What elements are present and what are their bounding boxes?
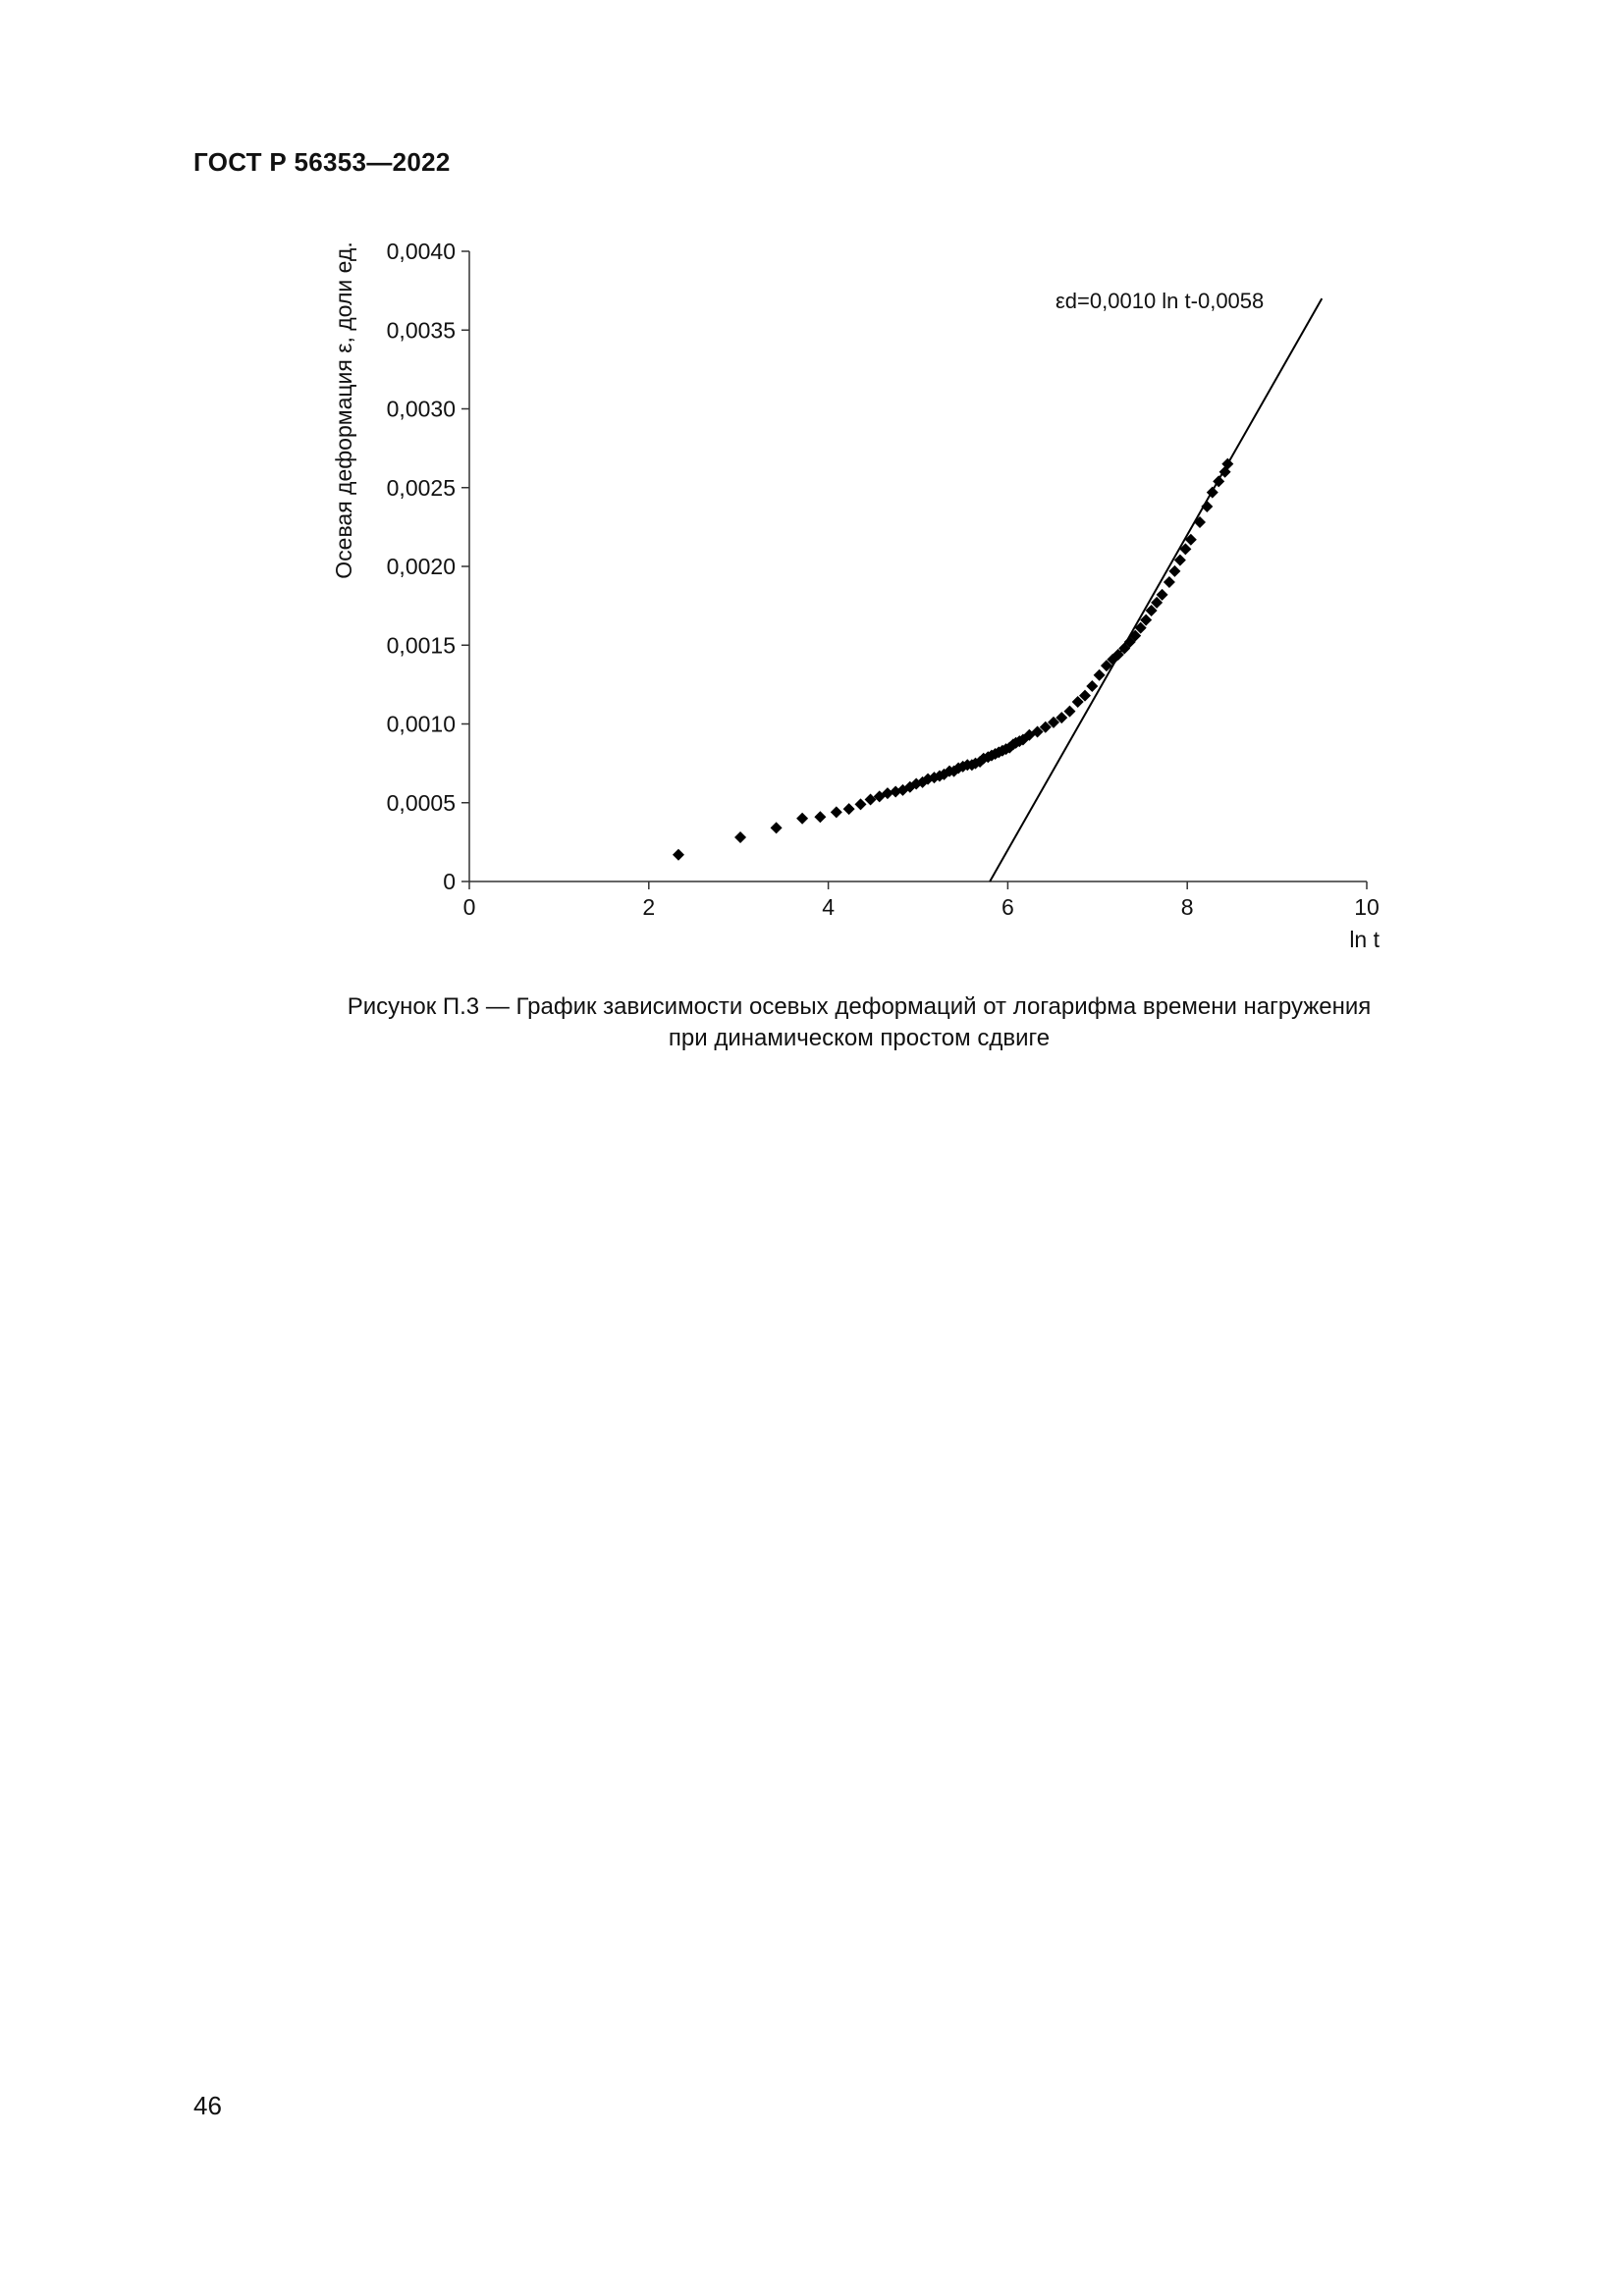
x-axis-label: ln t xyxy=(1349,927,1380,952)
x-tick-label: 10 xyxy=(1354,894,1380,920)
data-point xyxy=(1201,501,1213,512)
trendline xyxy=(990,298,1322,881)
x-axis xyxy=(463,881,1380,920)
y-tick-label: 0,0015 xyxy=(386,632,456,659)
y-tick-label: 0 xyxy=(443,869,456,894)
data-point xyxy=(1086,680,1098,692)
data-point xyxy=(1094,669,1106,681)
data-point xyxy=(796,813,808,825)
y-tick-label: 0,0020 xyxy=(386,554,456,579)
y-tick-label: 0,0040 xyxy=(386,239,456,264)
caption-line-2: при динамическом простом сдвиге xyxy=(668,1025,1051,1051)
data-point xyxy=(831,806,842,818)
trendline-equation: εd=0,0010 ln t-0,0058 xyxy=(1056,289,1265,313)
data-point xyxy=(1063,706,1075,718)
page-number: 46 xyxy=(193,2091,222,2120)
caption-line-1: Рисунок П.3 — График зависимости осевых деформаций от логарифма времени нагружения xyxy=(347,993,1372,1020)
x-tick-label: 0 xyxy=(462,894,476,920)
scatter-chart xyxy=(0,0,1624,982)
y-tick-label: 0,0010 xyxy=(386,711,456,737)
y-tick-label: 0,0035 xyxy=(386,317,456,344)
figure-caption xyxy=(255,991,1463,1054)
data-point xyxy=(771,822,783,833)
data-point xyxy=(673,849,684,861)
y-tick-label: 0,0030 xyxy=(386,396,456,422)
data-point xyxy=(734,831,746,843)
trendline-group xyxy=(990,298,1322,881)
x-tick-label: 6 xyxy=(1001,894,1014,920)
y-tick-label: 0,0025 xyxy=(386,474,456,501)
data-point xyxy=(1168,565,1180,577)
y-tick-label: 0,0005 xyxy=(386,789,456,816)
document-header: ГОСТ Р 56353—2022 xyxy=(193,147,451,177)
data-points xyxy=(673,458,1233,861)
y-axis xyxy=(387,239,469,894)
data-point xyxy=(855,798,867,810)
data-point xyxy=(814,811,826,823)
y-axis-label: Осевая деформация ε, доли ед. xyxy=(331,241,356,579)
x-tick-label: 2 xyxy=(642,894,656,920)
data-point xyxy=(1164,576,1175,588)
x-tick-label: 8 xyxy=(1180,894,1194,920)
data-point xyxy=(843,803,855,815)
x-tick-label: 4 xyxy=(822,894,835,920)
